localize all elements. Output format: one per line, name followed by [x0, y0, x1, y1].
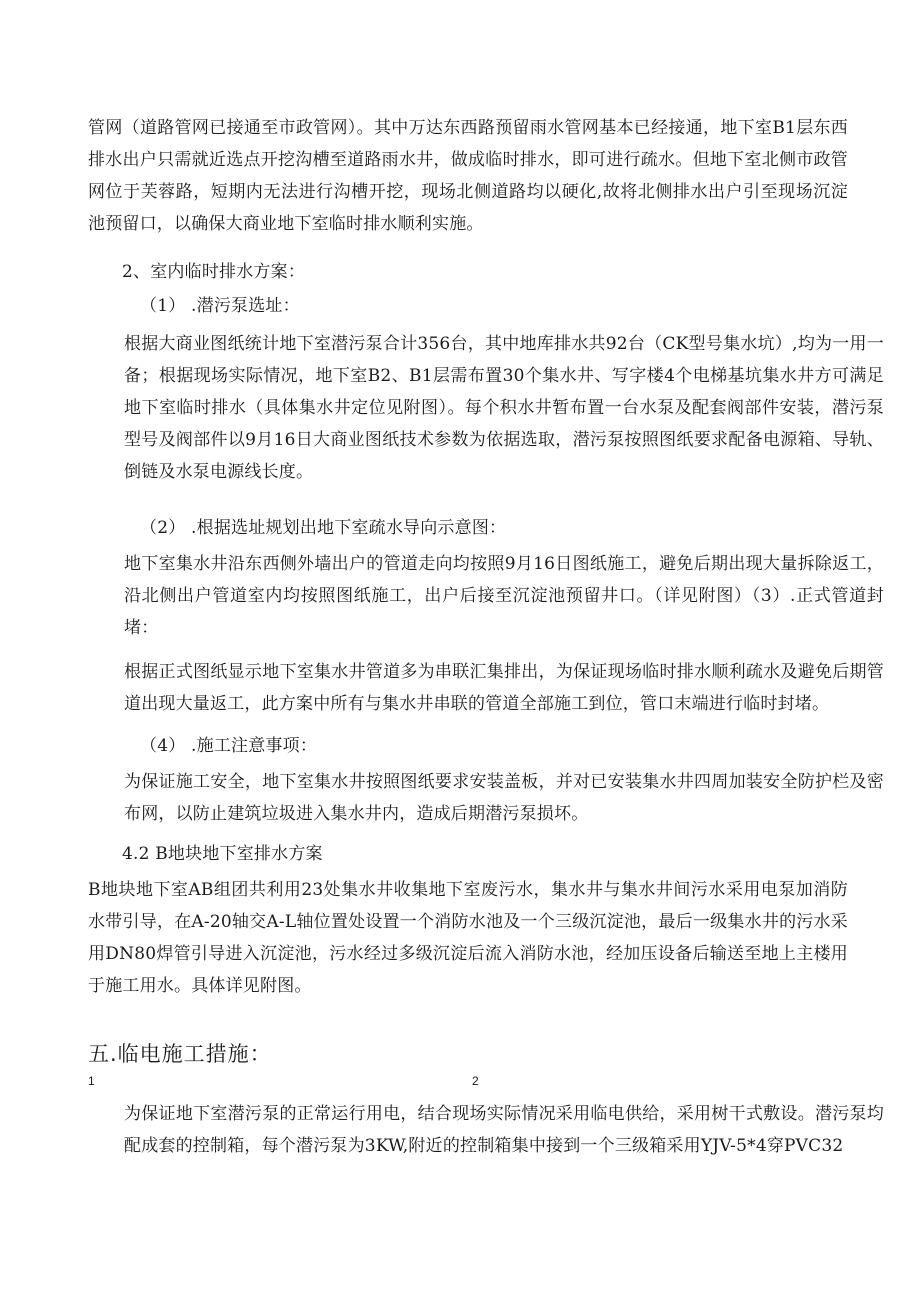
heading-indoor-drainage-plan: 2、室内临时排水方案：	[122, 262, 306, 282]
paragraph-temporary-power: 为保证地下室潜污泵的正常运行用电，结合现场实际情况采用临电供给，采用树干式敷设。潜污泵均配成套的控制箱，每个潜污泵为3KW,附近的控制箱集中接到一个三级箱采用YJV-5*4穿PVC32	[124, 1104, 884, 1156]
section-heading-temporary-power: 五.临电施工措施：	[88, 1042, 272, 1066]
paragraph-pipe-routing: 地下室集水井沿东西侧外墙出户的管道走向均按照9月16日图纸施工，避免后期出现大量拆除返工，沿北侧出户管道室内均按照图纸施工，出户后接至沉淀池预留井口。（详见附图）（3）.正式管道封堵：	[124, 554, 884, 638]
subheading-safety-notes: （4） .施工注意事项：	[140, 736, 318, 756]
paragraph-safety-notes: 为保证施工安全，地下室集水井按照图纸要求安装盖板，并对已安装集水井四周加装安全防护栏及密布网，以防止建筑垃圾进入集水井内，造成后期潜污泵损坏。	[124, 772, 884, 824]
marker-1: 1	[88, 1074, 95, 1088]
heading-block-b-drainage: 4.2 B地块地下室排水方案	[122, 844, 323, 864]
subheading-pump-siting: （1） .潜污泵选址：	[140, 296, 300, 316]
marker-2: 2	[472, 1074, 479, 1088]
paragraph-pipe-sealing: 根据正式图纸显示地下室集水井管道多为串联汇集排出，为保证现场临时排水顺利疏水及避免后期管道出现大量返工，此方案中所有与集水井串联的管道全部施工到位，管口末端进行临时封堵。	[124, 662, 884, 714]
paragraph-pump-siting: 根据大商业图纸统计地下室潜污泵合计356台，其中地库排水共92台（CK型号集水坑）,均为一用一备；根据现场实际情况，地下室B2、B1层需布置30个集水井、写字楼4个电梯基坑集水井方可满足地下室临时排水（具体集水井定位见附图）。每个积水井暂布置一台水泵及配套阀部件安装，潜污泵型号及阀部件以9月16日大商业图纸技术参数为依据选取，潜污泵按照图纸要求配备电源箱、导轨、倒链及水泵电源线长度。	[124, 334, 884, 482]
paragraph-drainage-overview: 管网（道路管网已接通至市政管网）。其中万达东西路预留雨水管网基本已经接通，地下室B1层东西排水出户只需就近选点开挖沟槽至道路雨水井，做成临时排水，即可进行疏水。但地下室北侧市政管网位于芙蓉路，短期内无法进行沟槽开挖，现场北侧道路均以硬化,故将北侧排水出户引至现场沉淀池预留口，以确保大商业地下室临时排水顺利实施。	[88, 118, 848, 234]
paragraph-block-b-drainage: B地块地下室AB组团共利用23处集水井收集地下室废污水，集水井与集水井间污水采用电泵加消防水带引导，在A-20轴交A-L轴位置处设置一个消防水池及一个三级沉淀池，最后一级集水井的污水采用DN80焊管引导进入沉淀池，污水经过多级沉淀后流入消防水池，经加压设备后输送至地上主楼用于施工用水。具体详见附图。	[88, 880, 848, 996]
subheading-drainage-diagram: （2） .根据选址规划出地下室疏水导向示意图：	[140, 518, 507, 538]
